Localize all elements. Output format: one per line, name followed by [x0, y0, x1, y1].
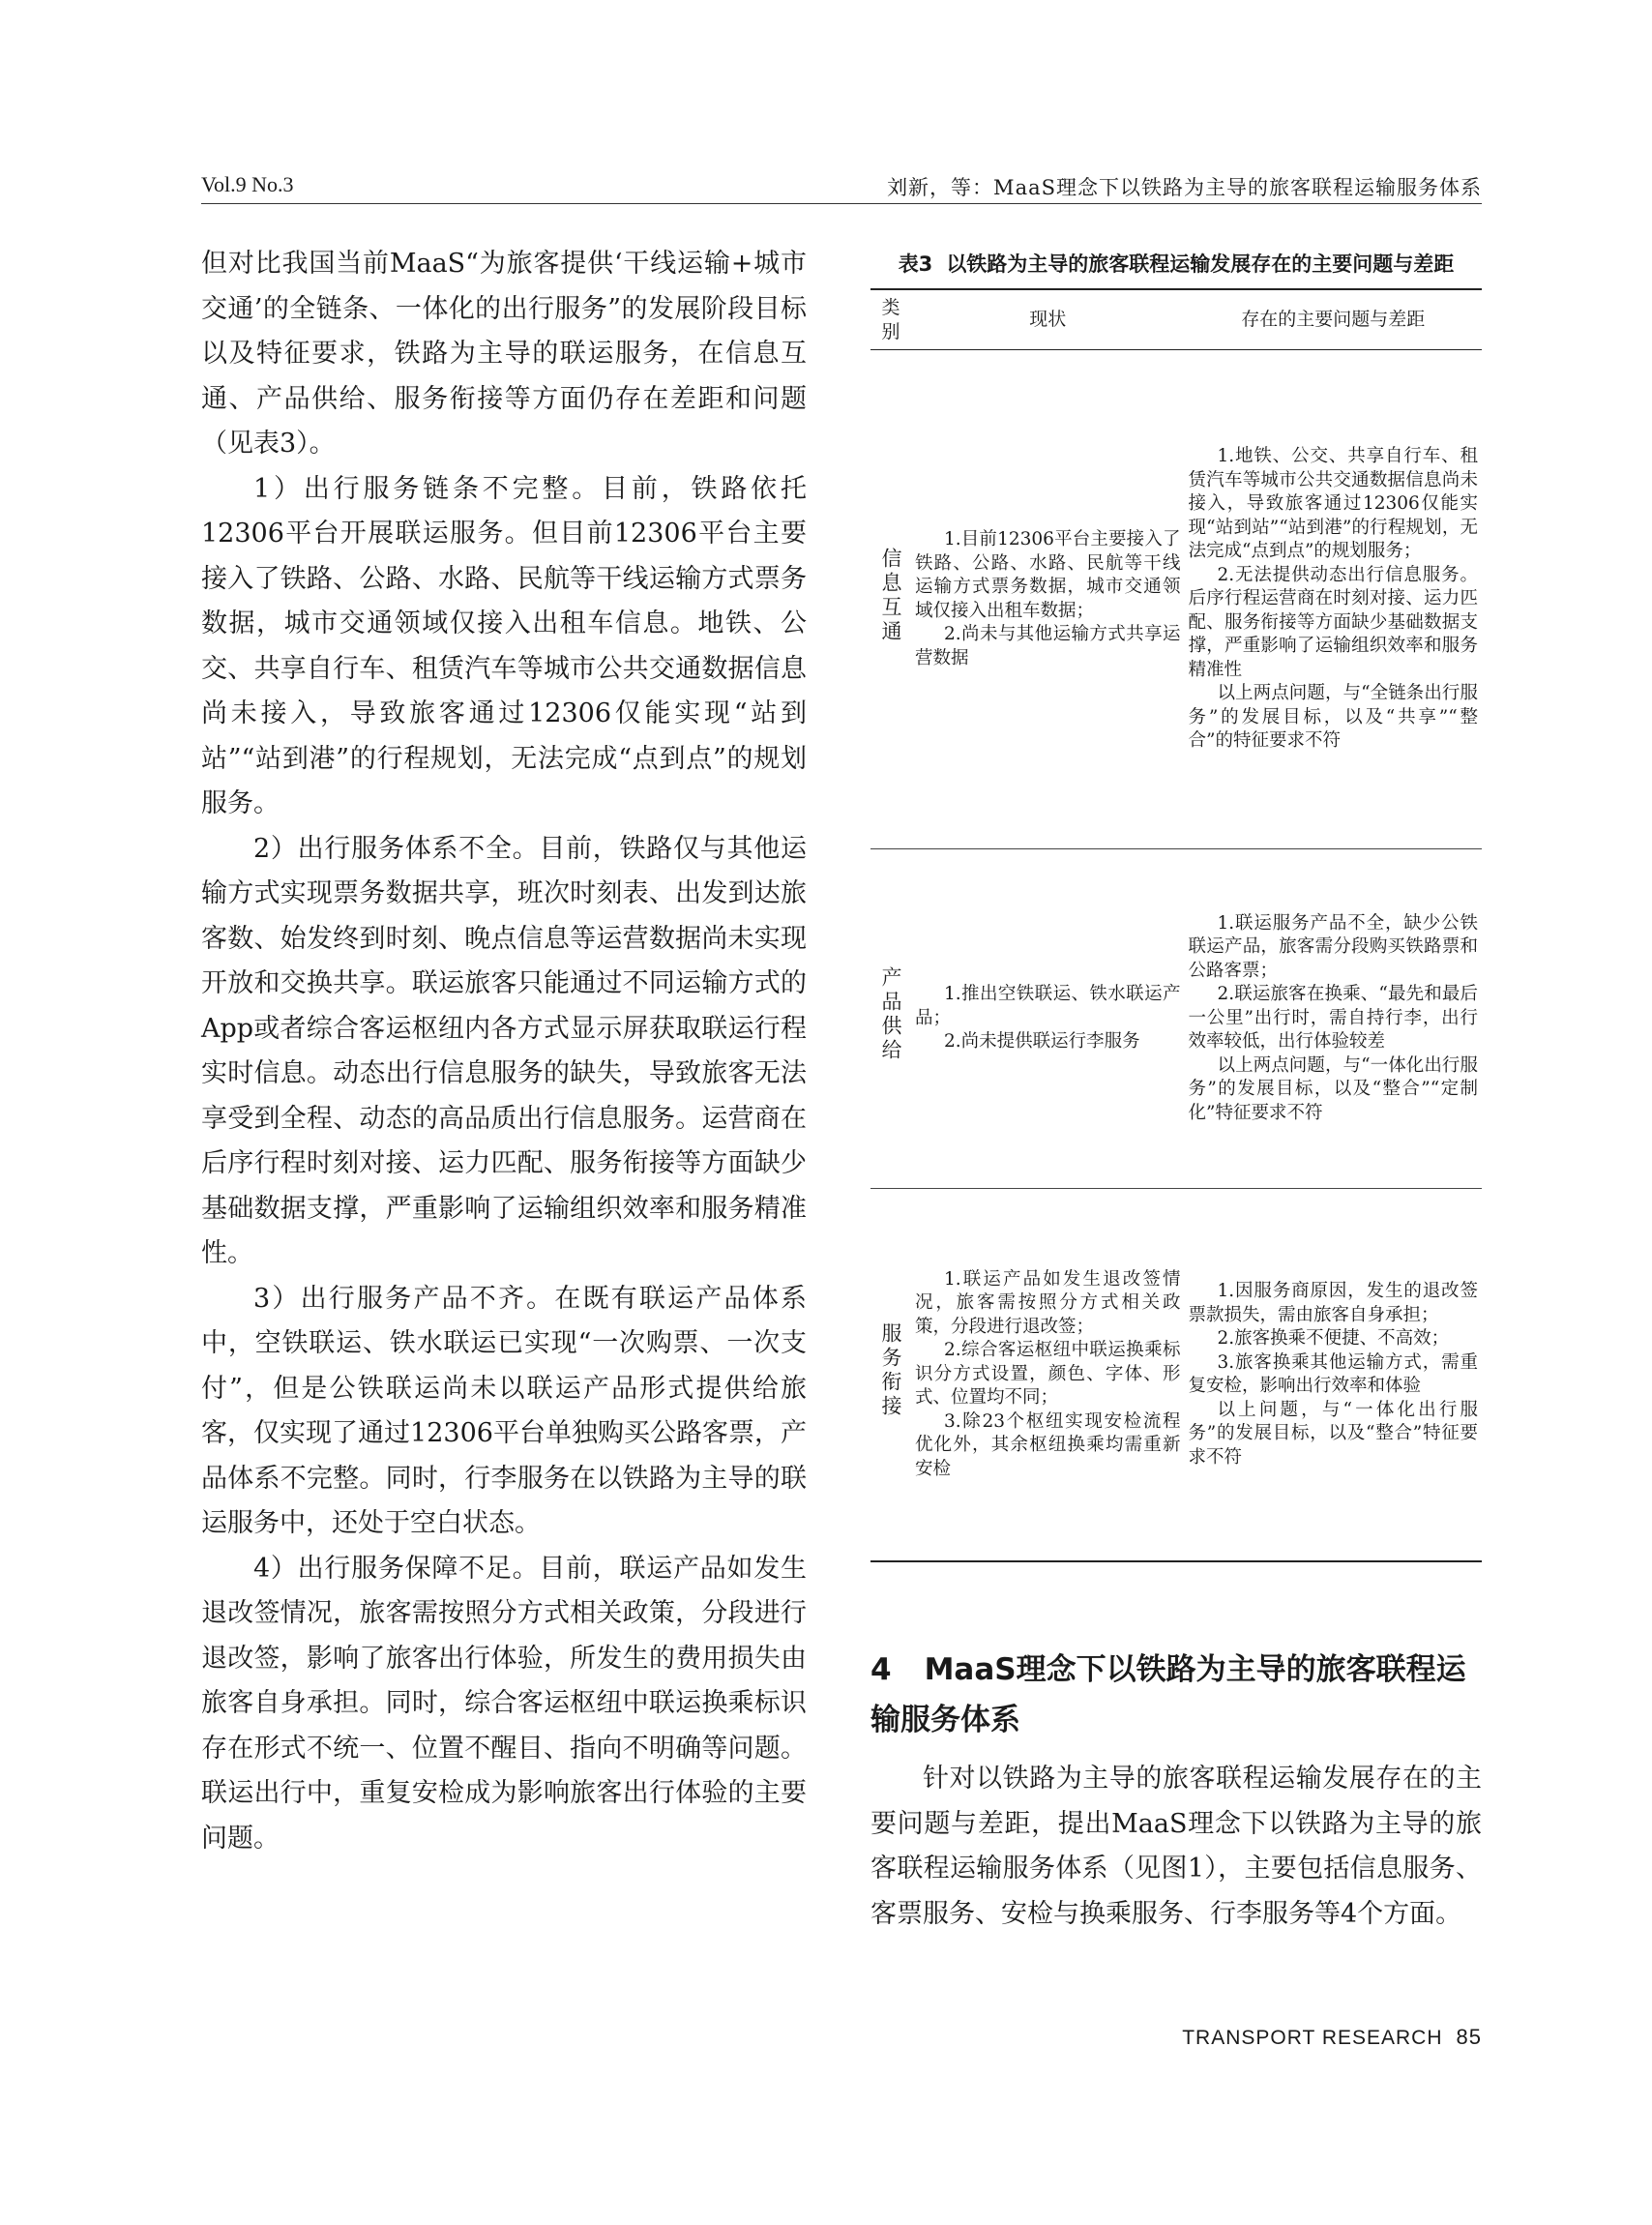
header-gaps: 存在的主要问题与差距 [1185, 289, 1483, 350]
running-header [201, 170, 1482, 201]
section-title: MaaS理念下以铁路为主导的旅客联程运输服务体系 [870, 1652, 1466, 1737]
table-row [870, 350, 1482, 849]
page-number: 85 [1456, 2025, 1482, 2049]
current-cell: 1.目前12306平台主要接入了铁路、公路、水路、民航等干线运输方式票务数据，城市交通领域仅接入出租车数据； 2.尚未与其他运输方式共享运营数据 [911, 350, 1185, 849]
body-paragraph: 针对以铁路为主导的旅客联程运输发展存在的主要问题与差距，提出MaaS理念下以铁路为主导的旅客联程运输服务体系（见图1），主要包括信息服务、客票服务、安检与换乘服务、行李服务等4个方面。 [870, 1764, 1482, 1929]
section-number: 4 [870, 1652, 892, 1687]
category-cell: 产品供给 [870, 849, 911, 1189]
running-title: 刘新，等：MaaS理念下以铁路为主导的旅客联程运输服务体系 [887, 176, 1482, 199]
page-footer [1182, 2025, 1482, 2050]
body-paragraph: 2）出行服务体系不全。目前，铁路仅与其他运输方式实现票务数据共享，班次时刻表、出发到达旅客数、始发终到时刻、晚点信息等运营数据尚未实现开放和交换共享。联运旅客只能通过不同运输方式的App或者综合客运枢纽内各方式显示屏获取联运行程实时信息。动态出行信息服务的缺失，导致旅客无法享受到全程、动态的高品质出行信息服务。运营商在后序行程时刻对接、运力匹配、服务衔接等方面缺少基础数据支撑，严重影响了运输组织效率和服务精准性。 [201, 833, 807, 1268]
category-cell: 信息互通 [870, 350, 911, 849]
table-title: 以铁路为主导的旅客联程运输发展存在的主要问题与差距 [946, 252, 1455, 276]
current-cell: 1.推出空铁联运、铁水联运产品； 2.尚未提供联运行李服务 [911, 849, 1185, 1189]
issues-table [870, 288, 1482, 1562]
left-column [201, 242, 807, 1861]
body-paragraph: 3）出行服务产品不齐。在既有联运产品体系中，空铁联运、铁水联运已实现“一次购票、一次支付”，但是公铁联运尚未以联运产品形式提供给旅客，仅实现了通过12306平台单独购买公路客票，产品体系不完整。同时，行李服务在以铁路为主导的联运服务中，还处于空白状态。 [201, 1283, 807, 1538]
header-rule [201, 203, 1482, 204]
category-cell: 服务衔接 [870, 1189, 911, 1562]
section-heading [870, 1645, 1482, 1745]
table-number: 表3 [898, 252, 933, 276]
header-category: 类别 [870, 289, 911, 350]
gap-cell: 1.因服务商原因，发生的退改签票款损失，需由旅客自身承担； 2.旅客换乘不便捷、不高效； 3.旅客换乘其他运输方式，需重复安检，影响出行效率和体验 以上问题，与“一体化出行服务”的发展目标，以及“整合”特征要求不符 [1185, 1189, 1483, 1562]
table-row [870, 849, 1482, 1189]
body-paragraph: 1）出行服务链条不完整。目前，铁路依托12306平台开展联运服务。但目前12306平台主要接入了铁路、公路、水路、民航等干线运输方式票务数据，城市交通领域仅接入出租车信息。地铁、公交、共享自行车、租赁汽车等城市公共交通数据信息尚未接入，导致旅客通过12306仅能实现“站到站”“站到港”的行程规划，无法完成“点到点”的规划服务。 [201, 473, 807, 818]
body-paragraph: 但对比我国当前MaaS“为旅客提供‘干线运输+城市交通’的全链条、一体化的出行服务”的发展阶段目标以及特征要求，铁路为主导的联运服务，在信息互通、产品供给、服务衔接等方面仍存在差距和问题（见表3）。 [201, 249, 807, 459]
table-caption [870, 250, 1482, 279]
journal-name: TRANSPORT RESEARCH [1182, 2027, 1443, 2049]
body-paragraph: 4）出行服务保障不足。目前，联运产品如发生退改签情况，旅客需按照分方式相关政策，分段进行退改签，影响了旅客出行体验，所发生的费用损失由旅客自身承担。同时，综合客运枢纽中联运换乘标识存在形式不统一、位置不醒目、指向不明确等问题。联运出行中，重复安检成为影响旅客出行体验的主要问题。 [201, 1553, 807, 1854]
table-header-row [870, 289, 1482, 350]
table-row [870, 1189, 1482, 1562]
gap-cell: 1.地铁、公交、共享自行车、租赁汽车等城市公共交通数据信息尚未接入，导致旅客通过12306仅能实现“站到站”“站到港”的行程规划，无法完成“点到点”的规划服务； 2.无法提供动态出行信息服务。后序行程运营商在时刻对接、运力匹配、服务衔接等方面缺少基础数据支撑，严重影响了运输组织效率和服务精准性 以上两点问题，与“全链条出行服务”的发展目标，以及“共享”“整合”的特征要求不符 [1185, 350, 1483, 849]
gap-cell: 1.联运服务产品不全，缺少公铁联运产品，旅客需分段购买铁路票和公路客票； 2.联运旅客在换乘、“最先和最后一公里”出行时，需自持行李，出行效率较低，出行体验较差 以上两点问题，与“一体化出行服务”的发展目标，以及“整合”“定制化”特征要求不符 [1185, 849, 1483, 1189]
header-current: 现状 [911, 289, 1185, 350]
current-cell: 1.联运产品如发生退改签情况，旅客需按照分方式相关政策，分段进行退改签； 2.综合客运枢纽中联运换乘标识分方式设置，颜色、字体、形式、位置均不同； 3.除23个枢纽实现安检流程优化外，其余枢纽换乘均需重新安检 [911, 1189, 1185, 1562]
right-body [870, 1757, 1482, 1937]
right-column [870, 242, 1482, 1562]
volume-label: Vol.9 No.3 [201, 172, 294, 196]
